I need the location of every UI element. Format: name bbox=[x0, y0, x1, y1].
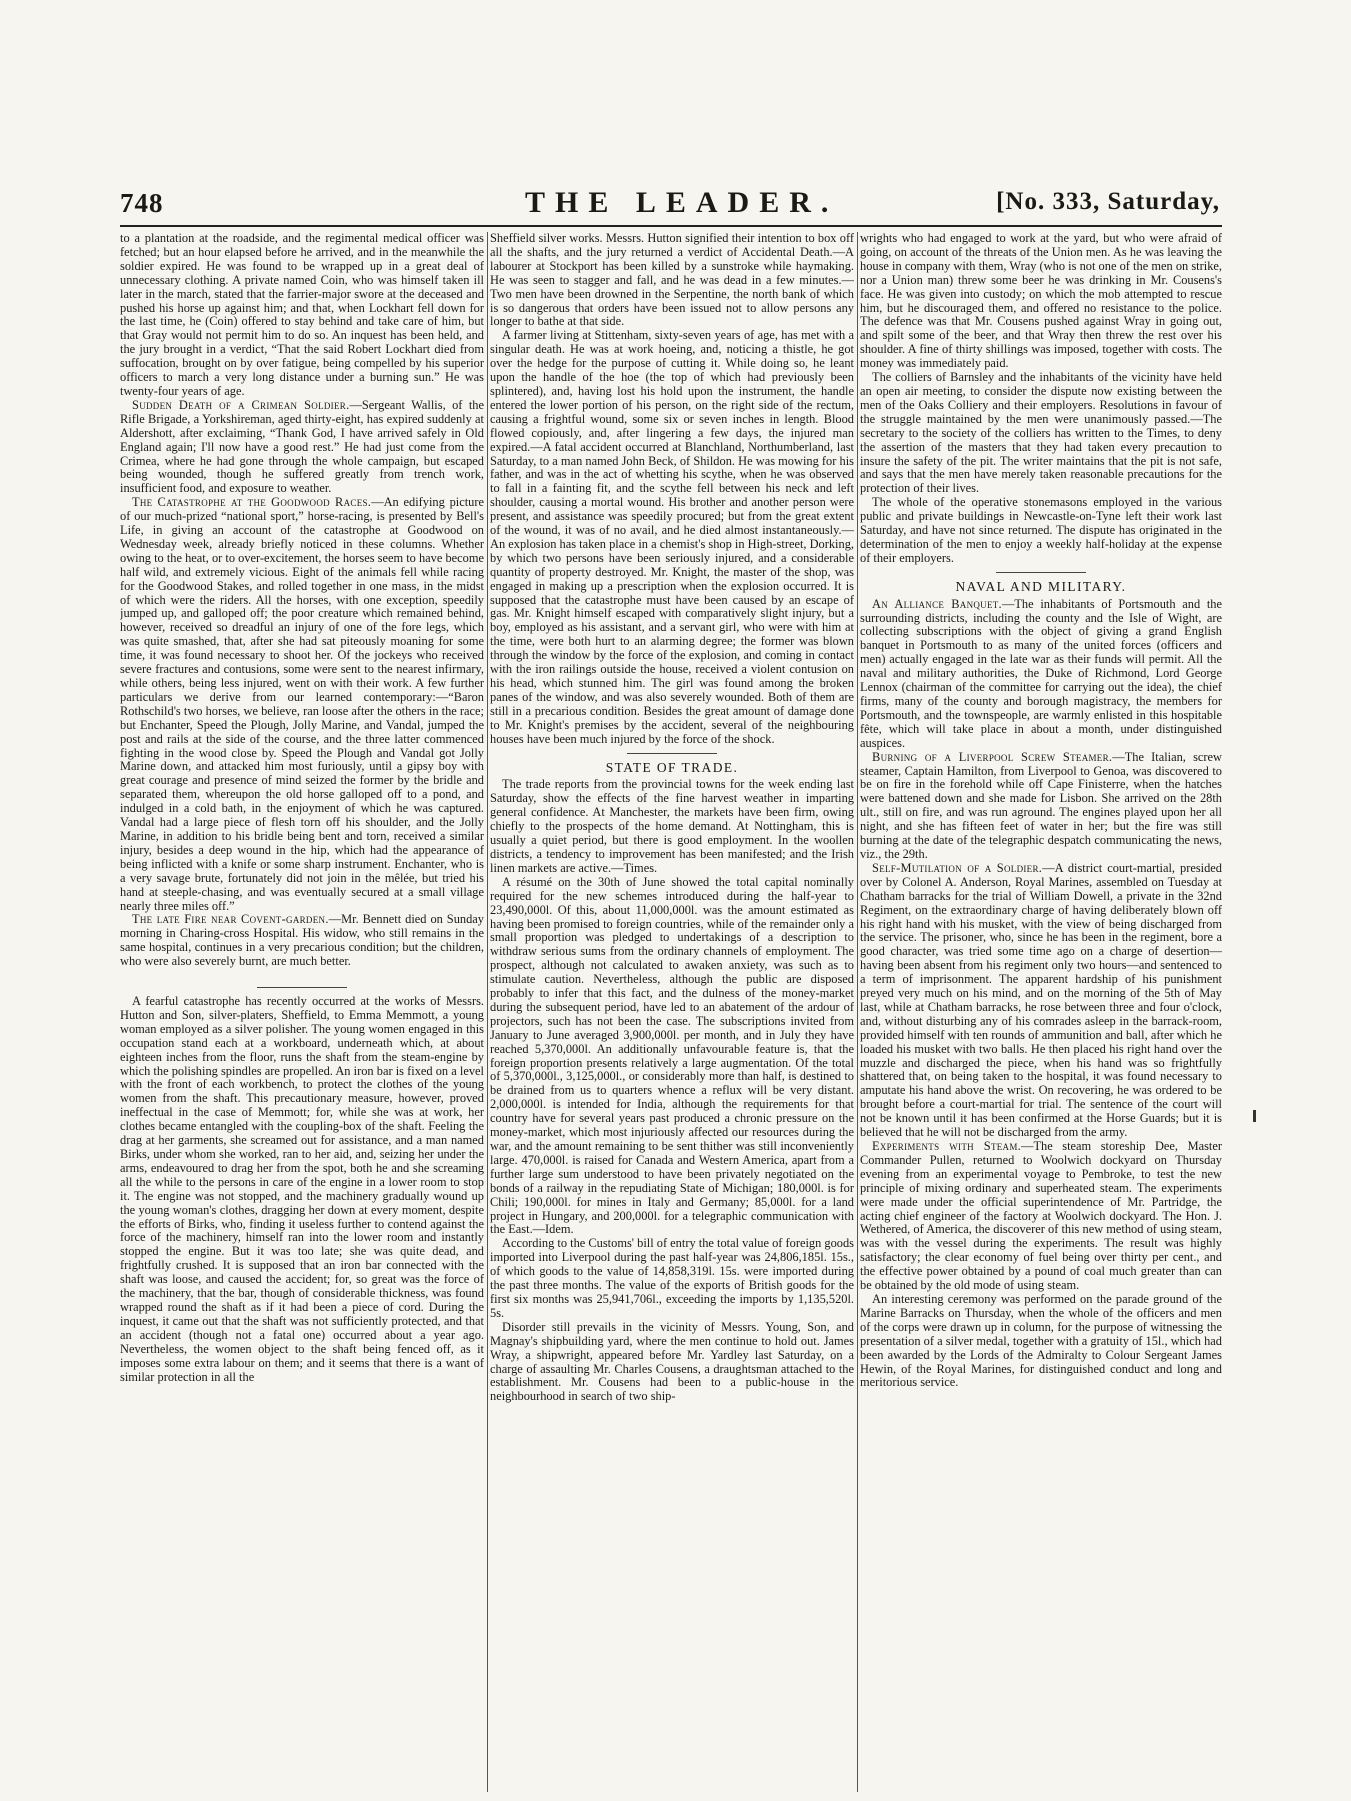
article-paragraph: wrights who had engaged to work at the yard, but who were afraid of going, on account of the threats of the Union men. As he was leaving the house in company with them, Wray (who is not one of the men on strike, nor a Union man) threw some beer he was drinking in Mr. Cousens's face. He was given into custody; on which the mob attempted to rescue him, but he discouraged them, and offered no resistance to the police. The defence was that Mr. Cousens pushed against Wray in going out, and spilt some of the beer, and that Wray then threw the rest over his shoulder. A fine of thirty shillings was imposed, together with costs. The money was immediately paid. bbox=[860, 232, 1222, 371]
article-heading: Sudden Death of a Crimean Soldier. bbox=[132, 397, 350, 412]
article-paragraph: According to the Customs' bill of entry the total value of foreign goods imported into Liverpool during the past half-year was 24,806,185l. 15s., of which goods to the value of 14,858,319l. 15s. were imported during the past three months. The value of the exports of British goods for the first six months was 25,941,706l., exceeding the imports by 1,135,520l. 5s. bbox=[490, 1236, 854, 1320]
spacer bbox=[120, 969, 484, 981]
article-heading: The late Fire near Covent-garden. bbox=[132, 912, 329, 927]
article-paragraph: The whole of the operative stonemasons employed in the various public and private buildings in Newcastle-on-Tyne left their work last Saturday, and have not since returned. The dispute has originated in the determination of the men to enjoy a weekly half-holiday at the expense of their employers. bbox=[860, 495, 1222, 565]
margin-mark bbox=[1253, 1110, 1256, 1122]
article-text: —A district court-martial, presided over by Colonel A. Anderson, Royal Marines, assembled on Tuesday at Chatham barracks for the trial of William Dowell, a private in the 32nd Regiment, on the extraordinary charge of having deliberately blown off his right hand with his musket, with the view of being discharged from the service. The prisoner, who, since he has been in the regiment, bore a good character, was tried some time ago on a charge of desertion—having been absent from his regiment only two hours—and sentenced to a term of imprisonment. The apparent hardship of his punishment preyed very much on his mind, and on the morning of the 5th of May last, while at Chatham barracks, he rose between three and four o'clock, and, without disturbing any of his comrades asleep in the barrack-room, provided himself with ten rounds of ammunition and ball, after which he loaded his musket with two balls. He then placed his right hand over the muzzle and discharged the piece, when his hand was so frightfully shattered that, on being taken to the hospital, it was found necessary to amputate his hand above the wrist. On recovering, he was ordered to be brought before a court-martial for trial. The sentence of the court will not be known until it has been confirmed at the Horse Guards; but it is believed that he will not be discharged from the army. bbox=[860, 860, 1222, 1140]
article-paragraph bbox=[120, 496, 484, 913]
column-divider bbox=[857, 232, 858, 1792]
article-paragraph bbox=[860, 751, 1222, 862]
separator-rule bbox=[996, 572, 1086, 573]
article-text: —An edifying picture of our much-prized “national sport,” horse-racing, is presented by Bell's Life, in giving an account of the catastrophe at Goodwood on Wednesday week, already briefly noticed in these columns. Whether owing to the heat, or to over-excitement, the horses seem to have become half wild, and extremely vicious. Eight of the animals fell while racing for the Goodwood Stakes, and rolled together in one mass, in the midst of which were the riders. All the horses, with one exception, speedily jumped up, and galloped off; the poor creature which remained behind, however, received so dreadful an injury of one of the fore legs, which was quite smashed, that, after she had sat piteously moaning for some time, it was found necessary to shoot her. Of the jockeys who received severe fractures and contusions, some were sent to the nearest infirmary, while others, being less injured, went on with their work. A few further particulars we derive from our learned contemporary:—“Baron Rothschild's two horses, we believe, ran loose after the others in the race; but Enchanter, Speed the Plough, Jolly Marine, and Vandal, jumped the post and rails at the side of the course, and the three latter commenced fighting in the wood close by. Speed the Plough and Vandal got Jolly Marine down, and attacked him most furiously, until a gipsy boy with great courage and presence of mind seized the former by the bridle and separated them, whereupon the old horse galloped off to a pond, and indulged in a cold bath, in the enjoyment of which he was captured. Vandal had a large piece of flesh torn off his shoulder, and the Jolly Marine, in addition to his bridle being bent and torn, received a similar injury, besides a deep wound in the hip, which had the appearance of being inflicted with a knife or some sharp instrument. Enchanter, who is a very savage brute, fortunately did not join in the mêlée, but tried his hand at steeple-chasing, and was eventually secured at a small village nearly three miles off.” bbox=[120, 495, 484, 913]
separator-rule bbox=[257, 987, 347, 988]
article-paragraph: to a plantation at the roadside, and the regimental medical officer was fetched; but an hour elapsed before he arrived, and in the meanwhile the soldier expired. He was found to be wrapped up in a great deal of unnecessary clothing. A private named Coin, who was himself taken ill later in the march, stated that the farrier-major swore at the deceased and pushed his horse up against him; and that, when Lockhart fell down for the last time, he (Coin) offered to stay behind and take care of him, but that Gray would not permit him to do so. An inquest has been held, and the jury brought in a verdict, “That the said Robert Lockhart died from suffocation, brought on by over fatigue, being compelled by his superior officers to march a very long distance under a burning sun.” He was twenty-four years of age. bbox=[120, 232, 484, 398]
article-text: —Sergeant Wallis, of the Rifle Brigade, a Yorkshireman, aged thirty-eight, has expired suddenly at Aldershott, after exclaiming, “Thank God, I have arrived safely in Old England again; I'll now have a good rest.” He had just come from the Crimea, where he had gone through the whole campaign, but escaped being wounded, though he suffered greatly from trench work, insufficient food, and exposure to weather. bbox=[120, 397, 484, 496]
column-2 bbox=[490, 232, 854, 1792]
issue-info: [No. 333, Saturday, bbox=[996, 188, 1220, 215]
article-heading: The Catastrophe at the Goodwood Races. bbox=[132, 495, 372, 510]
article-paragraph: A fearful catastrophe has recently occurred at the works of Messrs. Hutton and Son, silver-platers, Sheffield, to Emma Memmott, a young woman employed as a silver polisher. The young women engaged in this occupation stand each at a workboard, underneath which, at about eighteen inches from the floor, runs the shaft from the steam-engine by which the polishing spindles are propelled. An iron bar is fixed on a level with the front of each workbench, to protect the clothes of the young women from the shaft. This precautionary measure, however, proved ineffectual in the case of Memmott; for, while she was at work, her clothes became entangled with the coupling-box of the shaft. Feeling the drag at her garments, she screamed out for assistance, and a man named Birks, under whom she worked, ran to her aid, and, seizing her under the arms, endeavoured to drag her from the spot, both he and she screaming all the while to the persons in care of the engine in a lower room to stop it. The engine was not stopped, and the machinery gradually wound up the young woman's clothes, dragging her down at every moment, despite the efforts of Birks, who, finding it useless further to contend against the force of the machinery, himself ran into the lower room and instantly stopped the engine. But it was too late; she was quite dead, and frightfully crushed. It is supposed that an iron bar connected with the shaft was loose, and caused the accident; for, so great was the force of the machinery, that the bar, though of considerable thickness, was found wrapped round the shaft as if it had been a piece of cord. During the inquest, it came out that the shaft was not sufficiently protected, and that an accident (though not a fatal one) occurred about a year ago. Nevertheless, the women object to the shaft being fenced off, as it imposes some extra labour on them; and it seems that there is a want of similar protection in all the bbox=[120, 994, 484, 1384]
article-paragraph bbox=[860, 1140, 1222, 1293]
article-text: —Mr. Bennett died on Sunday morning in Charing-cross Hospital. His widow, who still remains in the same hospital, continues in a very precarious condition; but the children, who were also severely burnt, are much better. bbox=[120, 912, 484, 969]
article-paragraph bbox=[120, 913, 484, 969]
article-paragraph: The trade reports from the provincial towns for the week ending last Saturday, show the effects of the fine harvest weather in imparting general confidence. At Manchester, the markets have been firm, owing chiefly to the prospects of the home demand. At Nottingham, this is usually a quiet period, but there is good employment. In the woollen districts, a tendency to improvement has been manifested; and the Irish linen markets are active.—Times. bbox=[490, 777, 854, 875]
separator-rule bbox=[627, 753, 717, 754]
article-heading: Self-Mutilation of a Soldier. bbox=[872, 860, 1043, 875]
section-heading: NAVAL AND MILITARY. bbox=[955, 578, 1127, 594]
article-paragraph: Sheffield silver works. Messrs. Hutton signified their intention to box off all the shafts, and the jury returned a verdict of Accidental Death.—A labourer at Stockport has been killed by a sunstroke while haymaking. He was seen to stagger and fall, and he was dead in a few minutes.—Two men have been drowned in the Serpentine, the north bank of which is so dangerous that orders have been issued not to allow persons any longer to bathe at that side. bbox=[490, 232, 854, 329]
article-paragraph: A farmer living at Stittenham, sixty-seven years of age, has met with a singular death. He was at work hoeing, and, noticing a thistle, he got over the hedge for the purpose of cutting it. While doing so, he leant upon the handle of the hoe (the top of which had previously been splintered), and, having lost his hold upon the instrument, the handle entered the lower portion of his person, on the right side of the rectum, causing a frightful wound, some six or seven inches in length. Blood flowed copiously, and, after lingering a few days, the injured man expired.—A fatal accident occurred at Blanchland, Northumberland, last Saturday, to a man named John Beck, of Shildon. He was mowing for his father, and was in the act of whetting his scythe, when he was observed to fall in a fainting fit, and the scythe fell between his neck and left shoulder, causing a mortal wound. His brother and another person were present, and assistance was speedily procured; but from the great extent of the wound, it was of no avail, and he died almost instantaneously.—An explosion has taken place in a chemist's shop in High-street, Dorking, by which two persons have been seriously injured, and a considerable quantity of property destroyed. Mr. Knight, the master of the shop, was engaged in making up a prescription when the explosion occurred. It is supposed that the catastrophe must have been caused by an escape of gas. Mr. Knight himself escaped with comparatively slight injury, but a boy, employed as his assistant, and a servant girl, who were with him at the time, were both hurt to an alarming degree; the former was blown through the window by the force of the explosion, and coming in contact with the iron railings outside the house, received a violent contusion on his head, which stunned him. The girl was found among the broken panes of the window, and was also severely wounded. Both of them are still in a precarious condition. Besides the great amount of damage done to Mr. Knight's premises by the accident, several of the neighbouring houses have been much injured by the force of the shock. bbox=[490, 328, 854, 746]
header-rule bbox=[120, 225, 1222, 227]
article-heading: An Alliance Banquet. bbox=[872, 596, 1002, 611]
page-number: 748 bbox=[120, 188, 164, 218]
newspaper-title: THE LEADER. bbox=[525, 186, 839, 219]
article-paragraph bbox=[860, 862, 1222, 1140]
article-text: —The Italian, screw steamer, Captain Hamilton, from Liverpool to Genoa, was discovered to be on fire in the forehold while off Cape Finisterre, when the hatches were battened down and she made for Lisbon. She arrived on the 28th ult., still on fire, and was run aground. The engines played upon her all night, and she has fifteen feet of water in her; but the fire was still burning at the date of the telegraphic despatch communicating the news, viz., the 29th. bbox=[860, 749, 1222, 861]
column-divider bbox=[487, 232, 488, 1792]
article-paragraph bbox=[860, 598, 1222, 751]
column-1 bbox=[120, 232, 484, 1792]
article-paragraph bbox=[120, 399, 484, 496]
section-heading: STATE OF TRADE. bbox=[605, 759, 739, 775]
article-paragraph: Disorder still prevails in the vicinity of Messrs. Young, Son, and Magnay's shipbuilding yard, where the men continue to hold out. James Wray, a shipwright, appeared before Mr. Yardley last Saturday, on a charge of assaulting Mr. Charles Cousens, a draughtsman attached to the establishment. Mr. Cousens had been to a public-house in the neighbourhood in search of two ship- bbox=[490, 1319, 854, 1404]
article-text: —The inhabitants of Portsmouth and the surrounding districts, including the county and the Isle of Wight, are collecting subscriptions with the object of giving a grand English banquet in Portsmouth to as many of the united forces (officers and men) actually engaged in the late war as their funds will permit. All the naval and military authorities, the Duke of Richmond, Lord George Lennox (chairman of the committee for carrying out the idea), the chief firms, many of the county and borough magistracy, the members for Portsmouth, and the townspeople, are warmly enlisted in this hospitable fête, which will take place in about a month, under distinguished auspices. bbox=[860, 596, 1222, 750]
article-paragraph: The colliers of Barnsley and the inhabitants of the vicinity have held an open air meeting, to consider the dispute now existing between the men of the Oaks Colliery and their employers. Resolutions in favour of the struggle maintained by the men were unanimously passed.—The secretary to the society of the colliers has written to the Times, to deny the assertion of the masters that they had taken every precaution to insure the safety of the pit. The writer maintains that the pit is not safe, and says that the men have merely taken reasonable precautions for the protection of their lives. bbox=[860, 370, 1222, 496]
masthead bbox=[120, 186, 1220, 222]
article-heading: Burning of a Liverpool Screw Steamer. bbox=[872, 749, 1113, 764]
article-text: —The steam storeship Dee, Master Commander Pullen, returned to Woolwich dockyard on Thursday evening from an experimental voyage to Pembroke, to test the new principle of mixing ordinary and superheated steam. The experiments were made under the official superintendence of Mr. Partridge, the acting chief engineer of the factory at Woolwich dockyard. The Hon. J. Wethered, of America, the discoverer of this new method of using steam, was with the vessel during the experiments. The result was highly satisfactory; the clear economy of fuel being over thirty per cent., and the effective power obtained by a pound of coal much greater than can be obtained by the old mode of using steam. bbox=[860, 1139, 1222, 1293]
column-3 bbox=[860, 232, 1222, 1792]
article-paragraph: An interesting ceremony was performed on the parade ground of the Marine Barracks on Thursday, when the whole of the officers and men of the corps were drawn up in column, for the purpose of witnessing the presentation of a silver medal, together with a gratuity of 15l., which had been awarded by the Lords of the Admiralty to Colour Sergeant James Hewin, of the Royal Marines, for distinguished conduct and long and meritorious service. bbox=[860, 1291, 1222, 1390]
article-paragraph: A résumé on the 30th of June showed the total capital nominally required for the new schemes introduced during the half-year to 23,490,000l. Of this, about 11,000,000l. was the amount estimated as having been promised to foreign countries, while of the remainder only a small proportion was pledged to undertakings of a description to withdraw serious sums from the ordinary channels of employment. The prospect, although not calculated to awaken anxiety, was such as to stimulate caution. Nevertheless, although the public are disposed probably to infer that this fact, and the dulness of the money-market during the subsequent period, have led to an abatement of the ardour of projectors, such has not been the case. The subscriptions invited from January to June averaged 3,900,000l. per month, and in July they have reached 5,370,000l. An additionally unfavourable feature is, that the foreign proportion presents relatively a large augmentation. Of the total of 5,370,000l., 3,125,000l., or considerably more than half, is destined to be drained from us to quarters whence a reflux will be very distant. 2,000,000l. is intended for India, although the requirements for that country have for several years past produced a chronic pressure on the money-market, which most injuriously affected our resources during the war, and the amount remaining to be sent thither was still inconveniently large. 470,000l. is raised for Canada and Western America, apart from a further large sum understood to have been privately negotiated on the bonds of a railway in the repudiating State of Michigan; 180,000l. is for Chili; 190,000l. for mines in Italy and Germany; 85,000l. for a land project in Hungary, and 200,000l. for a telegraphic communication with the East.—Idem. bbox=[490, 874, 854, 1237]
article-heading: Experiments with Steam. bbox=[872, 1139, 1022, 1153]
